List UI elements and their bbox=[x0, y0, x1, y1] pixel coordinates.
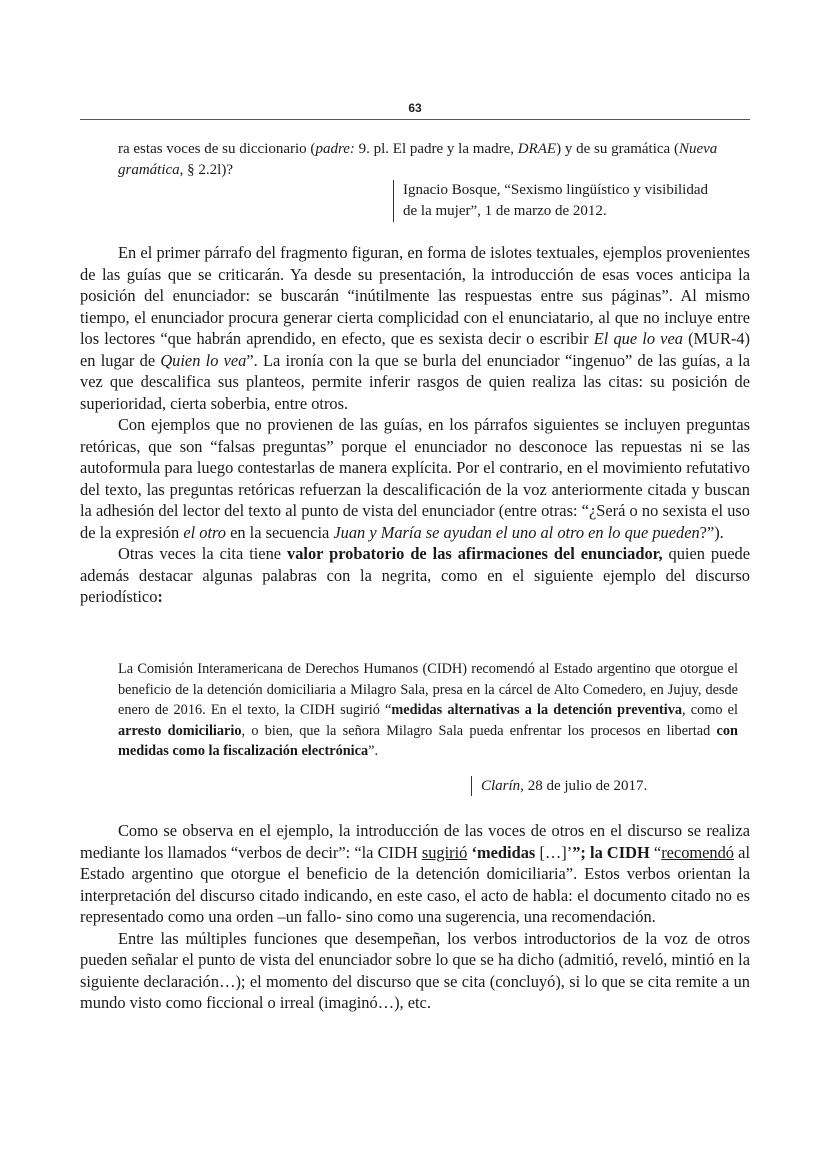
text-run: Con ejemplos que no provienen de las guías, en los párrafos siguientes se incluyen preguntas retóricas, que son “falsas preguntas” porque el enunciador no desconoce las repuestas ni se las autoformula para luego contestarlas de manera explícita. Por el contrario, en el movimiento refutativo del texto, las preguntas retóricas refuerzan la descalificación de la voz anteriormente citada y buscan la adhesión del lector del texto al punto de vista del enunciador (entre otras: “¿Será o no sexista el uso de la expresión bbox=[80, 415, 750, 542]
paragraph-2 bbox=[80, 414, 750, 543]
body-block-b bbox=[80, 820, 750, 1014]
text-run: 9. pl. El padre y la madre, bbox=[354, 141, 518, 157]
text-run: ”. bbox=[368, 743, 379, 759]
top-quote-attribution bbox=[393, 180, 748, 222]
text-run: , § 2.2l)? bbox=[179, 162, 233, 178]
page-number: 63 bbox=[408, 101, 422, 115]
text-run: en la secuencia bbox=[225, 522, 334, 542]
paragraph-4 bbox=[80, 820, 750, 928]
italic-run: DRAE bbox=[517, 141, 557, 157]
attribution-line: Ignacio Bosque, “Sexismo lingüístico y visibilidad bbox=[403, 182, 708, 198]
bold-run: valor probatorio de las afirmaciones del enunciador, bbox=[287, 544, 663, 563]
text-run: al Estado argentino que otorgue el beneficio de la detención domiciliaria”. Estos verbos orientan la interpretación del discurso citado indicando, en este caso, el acto de habla: el documento citado no es representado como una orden –un fallo- sino como una sugerencia, una recomendación. bbox=[80, 842, 751, 926]
top-quote bbox=[118, 139, 738, 181]
text-run: Como se observa en el ejemplo, la introducción de las voces de otros en el discurso se realiza mediante los llamados “verbos de decir”: “la CIDH bbox=[80, 821, 750, 862]
text-run: , como el bbox=[682, 702, 738, 718]
bold-run: ‘medidas bbox=[471, 842, 536, 862]
bold-run: ”; la CIDH bbox=[572, 842, 650, 862]
source-name: Clarín, bbox=[481, 778, 524, 794]
italic-run: Nueva gramática bbox=[118, 141, 718, 178]
text-run: ) y de su gramática ( bbox=[556, 141, 679, 157]
text-run: Otras veces la cita tiene bbox=[118, 544, 288, 563]
bold-run: arresto domiciliario bbox=[118, 722, 242, 739]
text-run: Entre las múltiples funciones que desempeñan, los verbos introductorios de la voz de otros pueden señalar el punto de vista del enunciador sobre lo que se ha dicho (admitió, reveló, mintió en la siguiente declaración…); el momento del discurso que se cita (concluyó), si lo que se cita remite a un mundo visto como ficcional o irreal (imaginó…), etc. bbox=[80, 928, 750, 1012]
header-rule bbox=[80, 119, 750, 120]
text-run: “ bbox=[649, 842, 662, 862]
text-run: , o bien, que la señora Milagro Sala pueda enfrentar los procesos en libertad bbox=[241, 722, 717, 739]
text-run: ?”). bbox=[699, 522, 724, 542]
underlined-run: sugirió bbox=[421, 842, 468, 862]
bold-run: medidas alternativas a la detención preventiva bbox=[391, 702, 683, 718]
paragraph-5 bbox=[80, 928, 750, 1014]
italic-run: Quien lo vea bbox=[160, 350, 247, 370]
source-date: 28 de julio de 2017. bbox=[523, 778, 648, 794]
mid-quote bbox=[118, 659, 738, 762]
italic-run: el otro bbox=[183, 522, 226, 542]
bold-run: : bbox=[157, 587, 163, 606]
paragraph-1 bbox=[80, 242, 750, 414]
text-run: ”. La ironía con la que se burla del enunciador “ingenuo” de las guías, a la vez que descalifica sus planteos, permite inferir rasgos de quien realiza las citas: su posición de superioridad, cierta soberbia, entre otros. bbox=[80, 350, 750, 413]
bold-run: con medidas como la fiscalización electrónica bbox=[118, 722, 738, 759]
italic-run: El que lo vea bbox=[593, 329, 683, 348]
italic-run: padre: bbox=[315, 141, 355, 157]
paragraph-3 bbox=[80, 543, 750, 608]
text-run: ra estas voces de su diccionario ( bbox=[118, 141, 316, 157]
italic-run: Juan y María se ayudan el uno al otro en lo que pueden bbox=[333, 522, 700, 542]
text-run: […]’ bbox=[535, 842, 573, 862]
mid-quote-attribution bbox=[471, 776, 651, 796]
underlined-run: recomendó bbox=[661, 842, 735, 862]
text-run: La Comisión Interamericana de Derechos Humanos (CIDH) recomendó al Estado argentino que otorgue el beneficio de la detención domiciliaria a Milagro Sala, presa en la cárcel de Alto Comedero, en Jujuy, desde enero de 2016. En el texto, la CIDH sugirió “ bbox=[118, 661, 738, 718]
body-block-a bbox=[80, 242, 750, 608]
text-run: En el primer párrafo del fragmento figuran, en forma de islotes textuales, ejemplos provenientes de las guías que se criticarán. Ya desde su presentación, la introducción de esas voces anticipa la posición del enunciador: se buscarán “inútilmente las respuestas entre sus páginas”. Al mismo tiempo, el enunciador procura generar cierta complicidad con el enunciatario, al que no incluye entre los lectores “que habrán aprendido, en efecto, que es sexista decir o escribir bbox=[80, 243, 750, 348]
text-run: quien puede además destacar algunas palabras con la negrita, como en el siguiente ejemplo del discurso periodístico bbox=[80, 544, 751, 606]
text-run: (MUR-4) en lugar de bbox=[80, 329, 750, 370]
attribution-line: de la mujer”, 1 de marzo de 2012. bbox=[403, 203, 607, 219]
